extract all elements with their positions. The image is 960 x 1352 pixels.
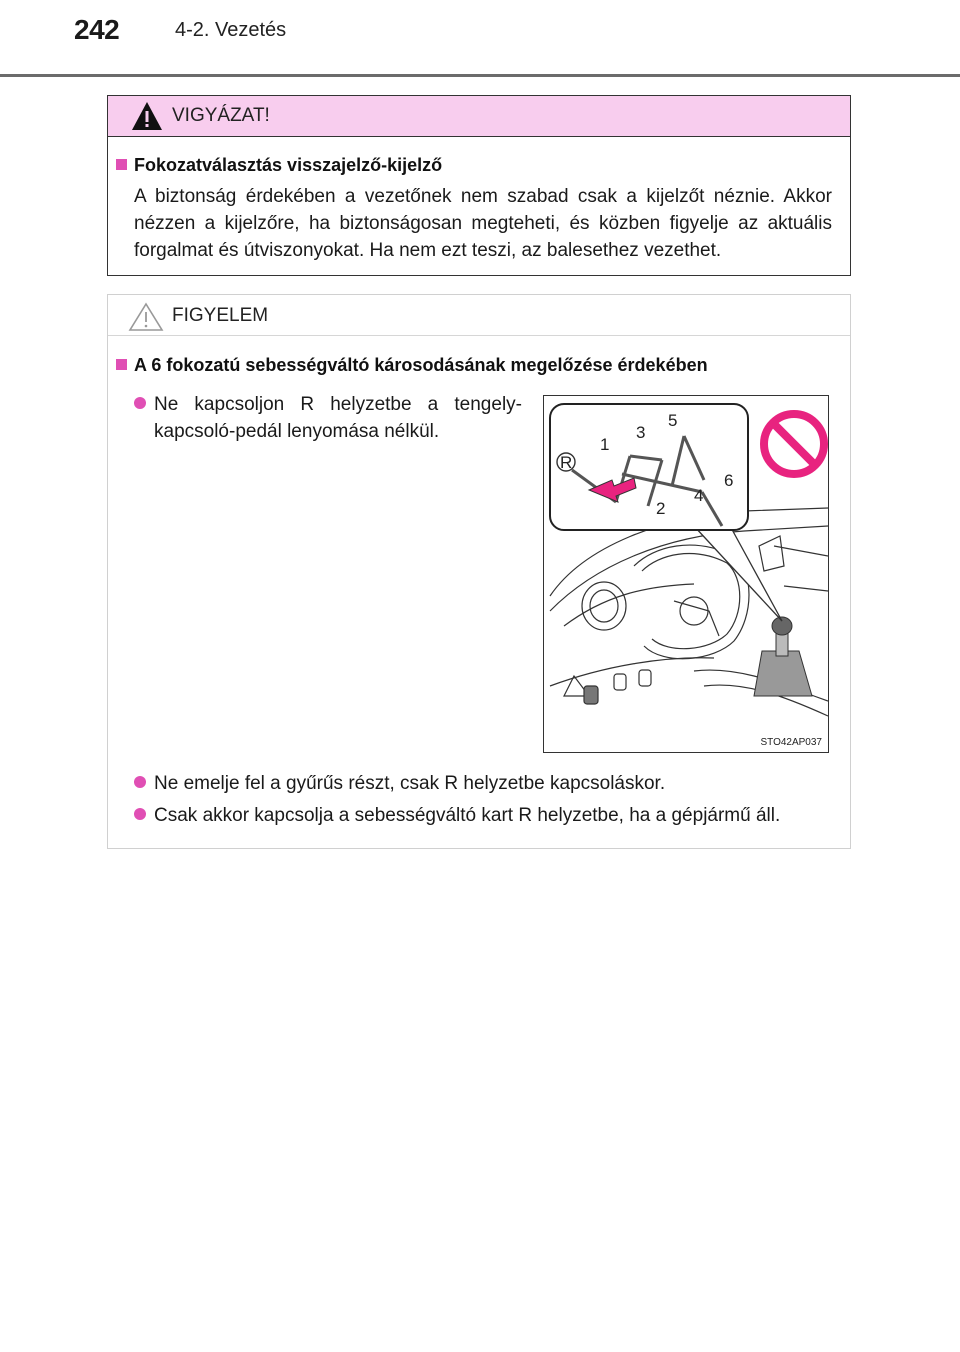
notice-box (107, 294, 851, 849)
bullet-dot-icon (134, 776, 146, 788)
gear-2-label: 2 (656, 499, 666, 518)
caution-box (107, 95, 851, 276)
square-bullet-icon (116, 159, 127, 170)
notice-bullet-3: Csak akkor kapcsolja a sebességváltó kart R helyzetbe, ha a gépjármű áll. (154, 805, 781, 826)
header-divider (0, 74, 960, 77)
gear-shift-illustration (543, 395, 829, 753)
notice-label: FIGYELEM (172, 305, 269, 326)
figure-code: STO42AP037 (760, 737, 822, 748)
caution-heading-text: Fokozatválasztás visszajelző-kijelző (134, 155, 443, 175)
gear-6-label: 6 (724, 471, 734, 490)
notice-header (108, 295, 850, 336)
gear-1-label: 1 (600, 435, 610, 454)
square-bullet-icon (116, 359, 127, 370)
bullet-dot-icon (134, 808, 146, 820)
notice-heading (108, 353, 874, 379)
notice-heading-text: A 6 fokozatú sebességváltó károsodásának megelőzése érdekében (134, 355, 708, 375)
notice-triangle-icon (128, 302, 164, 337)
page-number: 242 (74, 14, 120, 45)
caution-label: VIGYÁZAT! (172, 105, 270, 126)
gear-r-label: R (560, 453, 573, 472)
gear-4-label: 4 (694, 486, 704, 505)
bullet-dot-icon (134, 397, 146, 409)
caution-text: A biztonság érdekében a vezetőnek nem szabad csak a kijelzőt néznie. Akkor nézzen a kijelzőre, ha biztonságosan megteheti, és közben figyelje az aktuális forgalmat és útviszonyokat. Ha nem ezt teszi, az balesethez vezethet. (134, 186, 832, 261)
gear-3-label: 3 (636, 423, 646, 442)
caution-header (108, 96, 850, 137)
notice-bullet-2: Ne emelje fel a gyűrűs részt, csak R helyzetbe kapcsoláskor. (154, 773, 666, 794)
gear-5-label: 5 (668, 411, 678, 430)
notice-bullet-1: Ne kapcsoljon R helyzetbe a tengely-kapcsoló-pedál lenyomása nélkül. (154, 394, 522, 442)
section-title: 4-2. Vezetés (175, 19, 287, 41)
warning-triangle-icon (130, 100, 164, 137)
caution-heading (108, 153, 850, 179)
prohibition-icon (764, 414, 824, 474)
